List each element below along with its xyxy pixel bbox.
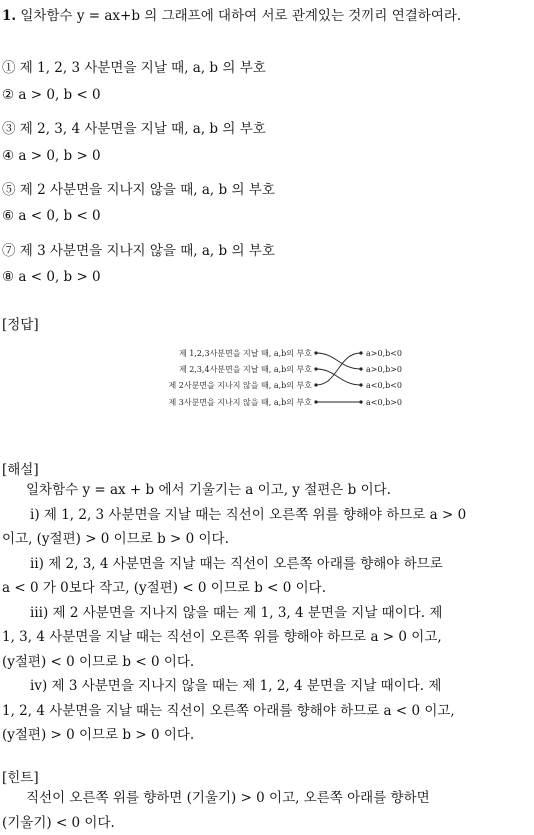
explanation-line-11: (y절편) > 0 이므로 b > 0 이다. <box>2 723 532 748</box>
answer-left-3: 제 2사분면을 지나지 않을 때, a,b의 부호 <box>168 380 312 390</box>
choice-text: 제 1, 2, 3 사분면을 지날 때, a, b 의 부호 <box>20 60 266 76</box>
choice-text: a > 0, b < 0 <box>18 87 100 103</box>
choice-text: a < 0, b < 0 <box>18 208 100 224</box>
choice-mark: ③ <box>2 121 16 137</box>
explanation-line-8: (y절편) < 0 이므로 b < 0 이다. <box>2 650 532 675</box>
choice-text: a < 0, b > 0 <box>18 269 100 285</box>
choice-text: 제 3 사분면을 지나지 않을 때, a, b 의 부호 <box>20 243 275 259</box>
answer-right-3: a<0,b<0 <box>366 381 402 390</box>
answer-left-2: 제 2,3,4사분면을 지날 때, a,b의 부호 <box>179 364 312 374</box>
explanation-line-6: ⅲ) 제 2 사분면을 지나지 않을 때는 제 1, 3, 4 분면을 지날 때이다. 제 <box>2 601 532 626</box>
hint-heading: [힌트] <box>2 766 39 786</box>
explanation-line-1: 일차함수 y = ax + b 에서 기울기는 a 이고, y 절편은 b 이다. <box>2 478 532 503</box>
choice-mark: ⑤ <box>2 182 16 198</box>
choice-mark: ⑥ <box>2 208 14 224</box>
explanation-line-9: ⅳ) 제 3 사분면을 지나지 않을 때는 제 1, 2, 4 분면을 지날 때이다. 제 <box>2 674 532 699</box>
choice-mark: ⑧ <box>2 269 14 285</box>
answer-left-4: 제 3사분면을 지나지 않을 때, a,b의 부호 <box>168 397 312 407</box>
choice-mark: ② <box>2 87 14 103</box>
answer-heading: [정답] <box>2 313 39 333</box>
choice-mark: ④ <box>2 148 14 164</box>
explanation-line-10: 1, 2, 4 사분면을 지날 때는 직선이 오른쪽 아래를 향해야 하므로 a < 0 이고, <box>2 699 532 724</box>
choice-text: 제 2, 3, 4 사분면을 지날 때, a, b 의 부호 <box>20 121 266 137</box>
explanation-line-2: ⅰ) 제 1, 2, 3 사분면을 지날 때는 직선이 오른쪽 위를 향해야 하므로 a > 0 <box>2 503 532 528</box>
answer-left-1: 제 1,2,3사분면을 지날 때, a,b의 부호 <box>179 348 312 358</box>
choice-mark: ① <box>2 60 16 76</box>
explanation-body <box>2 478 532 748</box>
answer-right-1: a>0,b<0 <box>366 349 402 358</box>
explanation-line-4: ⅱ) 제 2, 3, 4 사분면을 지날 때는 직선이 오른쪽 아래를 향해야 하므로 <box>2 552 532 577</box>
choice-text: 제 2 사분면을 지나지 않을 때, a, b 의 부호 <box>20 182 275 198</box>
explanation-line-3: 이고, (y절편) > 0 이므로 b > 0 이다. <box>2 527 532 552</box>
explanation-line-7: 1, 3, 4 사분면을 지날 때는 직선이 오른쪽 위를 향해야 하므로 a > 0 이고, <box>2 625 532 650</box>
link-3 <box>316 353 361 385</box>
explanation-line-5: a < 0 가 0보다 작고, (y절편) < 0 이므로 b < 0 이다. <box>2 576 532 601</box>
link-2 <box>316 369 361 385</box>
choice-text: a > 0, b > 0 <box>18 148 100 164</box>
link-1 <box>316 353 361 369</box>
answer-right-4: a<0,b>0 <box>366 398 402 407</box>
hint-line-1: 직선이 오른쪽 위를 향하면 (기울기) > 0 이고, 오른쪽 아래를 향하면 <box>2 786 532 811</box>
question-number: 1. <box>2 8 16 24</box>
choice-mark: ⑦ <box>2 243 16 259</box>
hint-line-2: (기울기) < 0 이다. <box>2 811 532 835</box>
answer-right-2: a>0,b>0 <box>366 365 402 374</box>
explanation-heading: [해설] <box>2 458 39 478</box>
hint-body <box>2 786 532 835</box>
question-text: 일차함수 y = ax+b 의 그래프에 대하여 서로 관계있는 것끼리 연결하여라. <box>20 8 461 24</box>
